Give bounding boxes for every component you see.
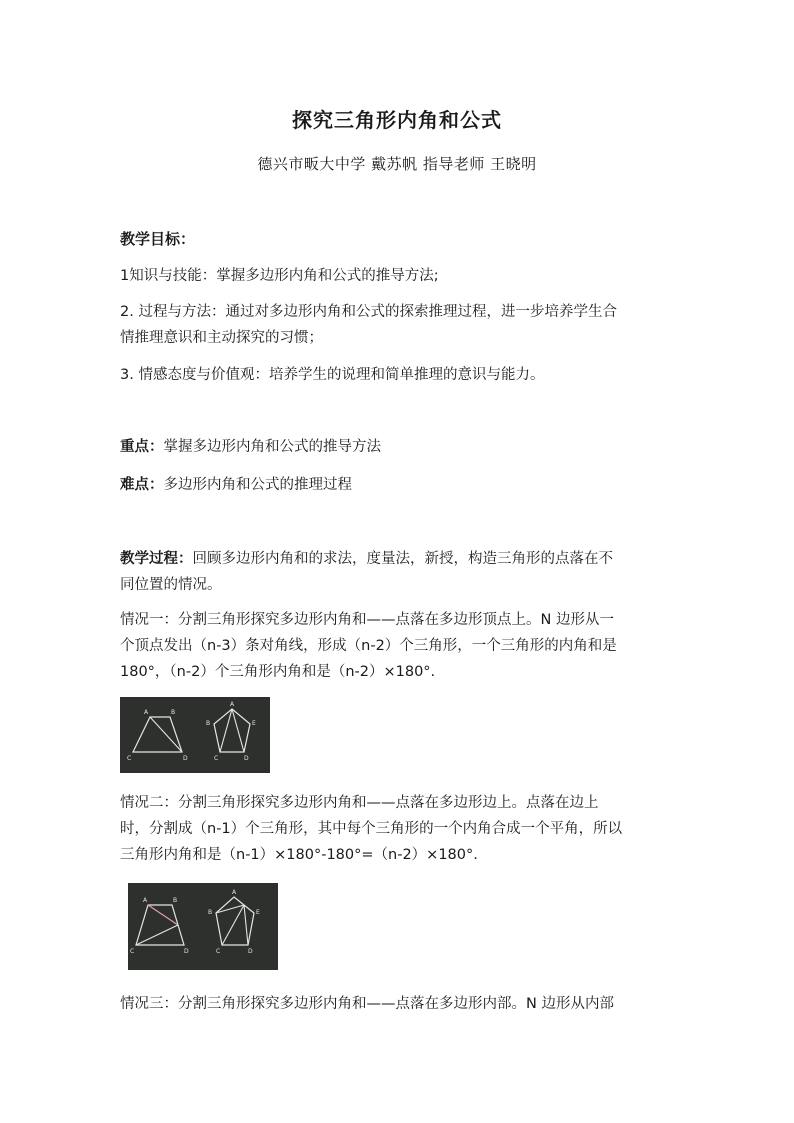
label-e: E <box>256 909 260 916</box>
case-2-figure <box>128 883 278 970</box>
case-2-figure-photo <box>128 883 278 970</box>
case-2-line-2: 时，分割成（n-1）个三角形，其中每个三角形的一个内角合成一个平角，所以 <box>120 821 623 837</box>
difficult-point <box>120 472 676 498</box>
label-a: A <box>143 897 148 904</box>
label-d: D <box>248 948 253 955</box>
case-1 <box>120 607 676 685</box>
label-e: E <box>252 720 256 727</box>
process-label: 教学过程： <box>120 551 193 567</box>
key-point-label: 重点： <box>120 439 164 455</box>
difficult-point-label: 难点： <box>120 477 164 493</box>
label-a: A <box>230 701 235 708</box>
key-point <box>120 434 676 460</box>
label-c: C <box>130 948 135 955</box>
label-b: B <box>206 720 211 727</box>
objective-item-2 <box>120 299 676 351</box>
difficult-point-text: 多边形内角和公式的推理过程 <box>163 477 352 493</box>
label-a: A <box>232 889 237 896</box>
objective-item-2-line-1: 2. 过程与方法：通过对多边形内角和公式的探索推理过程，进一步培养学生合 <box>120 304 617 320</box>
label-c: C <box>214 755 219 762</box>
label-d: D <box>184 948 189 955</box>
pentagon-shape <box>214 709 250 752</box>
label-b: B <box>208 909 213 916</box>
case-1-line-1: 情况一：分割三角形探究多边形内角和——点落在多边形顶点上。N 边形从一 <box>120 612 614 628</box>
objectives-heading <box>120 226 676 253</box>
objective-item-2-line-2: 情推理意识和主动探究的习惯； <box>120 330 323 346</box>
case-2-line-3: 三角形内角和是（n-1）×180°-180°=（n-2）×180°. <box>120 847 478 863</box>
quadrilateral-shape <box>133 717 182 752</box>
pentagon-diagonal-2 <box>232 709 244 752</box>
pentagon-diagonal-1 <box>220 709 232 752</box>
case-2-line-1: 情况二：分割三角形探究多边形内角和——点落在多边形边上。点落在边上 <box>120 795 599 811</box>
objectives-title: 教学目标： <box>120 230 196 248</box>
pentagon-split-line-3 <box>244 905 248 945</box>
author-byline: 德兴市畈大中学 戴苏帆 指导老师 王晓明 <box>257 155 537 173</box>
label-a: A <box>144 709 149 716</box>
process-line-2: 同位置的情况。 <box>120 577 222 593</box>
teaching-process <box>120 546 676 598</box>
objective-item-3: 3. 情感态度与价值观：培养学生的说理和简单推理的意识与能力。 <box>120 367 545 383</box>
label-c: C <box>216 948 221 955</box>
label-d: D <box>244 755 249 762</box>
key-point-text: 掌握多边形内角和公式的推导方法 <box>163 439 381 455</box>
label-d: D <box>183 755 188 762</box>
pentagon-split-line-2 <box>222 905 244 945</box>
label-c: C <box>127 755 132 762</box>
label-b: B <box>171 709 176 716</box>
case-3-line-1: 情况三：分割三角形探究多边形内角和——点落在多边形内部。N 边形从内部 <box>120 996 614 1012</box>
process-line-1: 回顾多边形内角和的求法，度量法，新授，构造三角形的点落在不 <box>192 551 613 567</box>
quadrilateral-split-line-2 <box>136 925 178 945</box>
case-3 <box>120 991 676 1017</box>
label-b: B <box>173 897 178 904</box>
case-1-line-2: 个顶点发出（n-3）条对角线，形成（n-2）个三角形，一个三角形的内角和是 <box>120 638 617 654</box>
quadrilateral-diagonal <box>150 717 182 752</box>
case-1-figure <box>120 697 270 773</box>
case-1-line-3: 180°，（n-2）个三角形内角和是（n-2）×180°. <box>120 664 436 680</box>
objective-item-1: 1知识与技能：掌握多边形内角和公式的推导方法; <box>120 268 439 284</box>
document-title: 探究三角形内角和公式 <box>292 108 502 132</box>
case-1-figure-photo <box>120 697 270 773</box>
case-2 <box>120 790 676 868</box>
